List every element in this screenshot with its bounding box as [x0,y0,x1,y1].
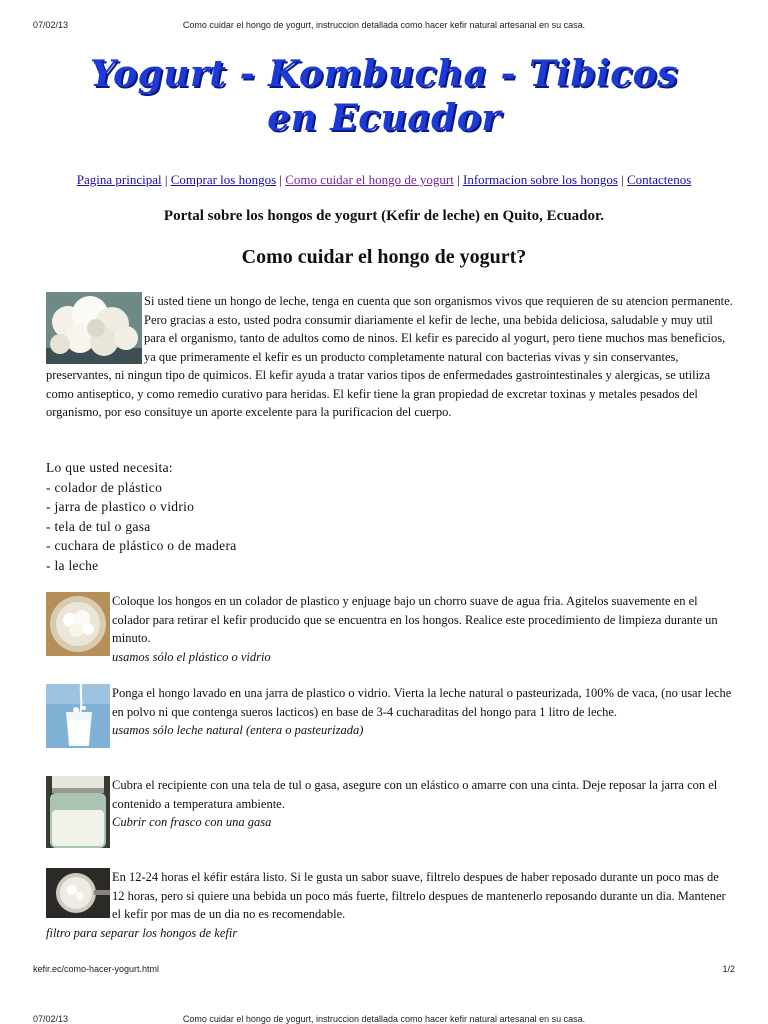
page-title: Como cuidar el hongo de yogurt? [241,246,527,268]
step-text: En 12-24 horas el kéfir estára listo. Si le gusta un sabor suave, filtrelo despues de haber reposado durante un poco mas de 12 horas, pero si quiere una bebida un poco más fuerte, filtrelo despues de mantenerlo reposando durante un dia. Mantener el kefir por mas de un dia no es recomendable. [112,870,726,921]
list-item: - jarra de plastico o vidrio [46,499,195,514]
nav-link-info[interactable]: Informacion sobre los hongos [462,172,618,187]
banner-line-2: en Ecuador [267,97,501,139]
list-item: - colador de plástico [46,479,163,495]
step-text: Ponga el hongo lavado en una jarra de plastico o vidrio. Vierta la leche natural o pasteurizada, 100% de vaca, (no usar leche en polvo ni que contenga sueros lacticos) en base de 3-4 cucharaditas del hongo para 1 litro de leche. [112,686,732,719]
jar-gauze-image [46,776,110,848]
nav-separator: | [621,172,624,187]
milk-pour-image [46,684,110,748]
nav-link-home[interactable]: Pagina principal [76,172,162,187]
print-url: kefir.ec/como-hacer-yogurt.html [33,964,160,974]
page-number: 1/2 [722,964,735,974]
main-nav [0,172,768,188]
step-2 [46,684,733,748]
nav-link-buy[interactable]: Comprar los hongos [170,172,277,187]
step-text: Cubra el recipiente con una tela de tul o gasa, asegure con un elástico o amarre con una cinta. Deje reposar la jarra con el contenido a temperatura ambiente. [112,778,718,811]
nav-link-contact[interactable]: Contactenos [626,172,692,187]
list-item: - tela de tul o gasa [46,518,151,534]
list-item: - la leche [46,557,99,573]
kefir-grains-image [46,292,142,364]
print-title: Como cuidar el hongo de yogurt, instruccion detallada como hacer kefir natural artesanal en su casa. [182,1014,586,1024]
strainer-image [46,868,110,918]
step-4 [46,868,733,942]
intro-section [46,292,733,422]
list-item: - cuchara de plástico o de madera [46,538,237,553]
nav-separator: | [457,172,460,187]
nav-link-care[interactable]: Como cuidar el hongo de yogurt [285,172,454,187]
banner-line-1: Yogurt - Kombucha - Tibicos [90,53,678,95]
nav-separator: | [164,172,168,187]
colander-image [46,592,110,656]
step-caption: usamos sólo el plástico o vidrio [112,649,271,664]
step-1 [46,592,733,666]
step-caption: filtro para separar los hongos de kefir [46,925,238,940]
step-caption: usamos sólo leche natural (entera o pasteurizada) [112,723,364,737]
print-date: 07/02/13 [33,1014,69,1024]
print-date: 07/02/13 [33,20,69,30]
step-caption: Cubrir con frasco con una gasa [112,815,272,829]
step-3 [46,776,733,848]
step-text: Coloque los hongos en un colador de plastico y enjuage bajo un chorro suave de agua fria. Agitelos suavemente en el colador para retirar el kefir producido que se encuentra en los hongos. Realice este procedimiento de limpieza durante un minuto. [112,594,718,645]
portal-heading: Portal sobre los hongos de yogurt (Kefir de leche) en Quito, Ecuador. [163,208,605,224]
intro-paragraph: Si usted tiene un hongo de leche, tenga en cuenta que son organismos vivos que requieren de su atencion permanente. Pero gracias a esto, usted podra consumir diariamente el kefir de leche, una bebida deliciosa, saludable y muy util para el organismo, tanto de adultos como de ninos. El kefir es parecido al yogurt, pero tiene muchos mas beneficios, ya que primeramente el kefir es un producto completamente natural con bacterias vivas y sin conservantes, preservantes, ni ningun tipo de quimicos. El kefir ayuda a tratar varios tipos de enfermedades gastrointestinales y alergicas, se utiliza como antiseptico, y como remedio curativo para heridas. El kefir tiene la gran propiedad de excretar toxinas y metales pesados del organismo, por eso consituye un aporte excelente para la purificacion del cuerpo. [46,294,733,419]
needs-list [46,458,237,575]
site-banner [0,52,768,140]
print-title: Como cuidar el hongo de yogurt, instruccion detallada como hacer kefir natural artesanal en su casa. [182,20,586,30]
nav-separator: | [279,172,283,187]
needs-heading: Lo que usted necesita: [46,460,173,475]
